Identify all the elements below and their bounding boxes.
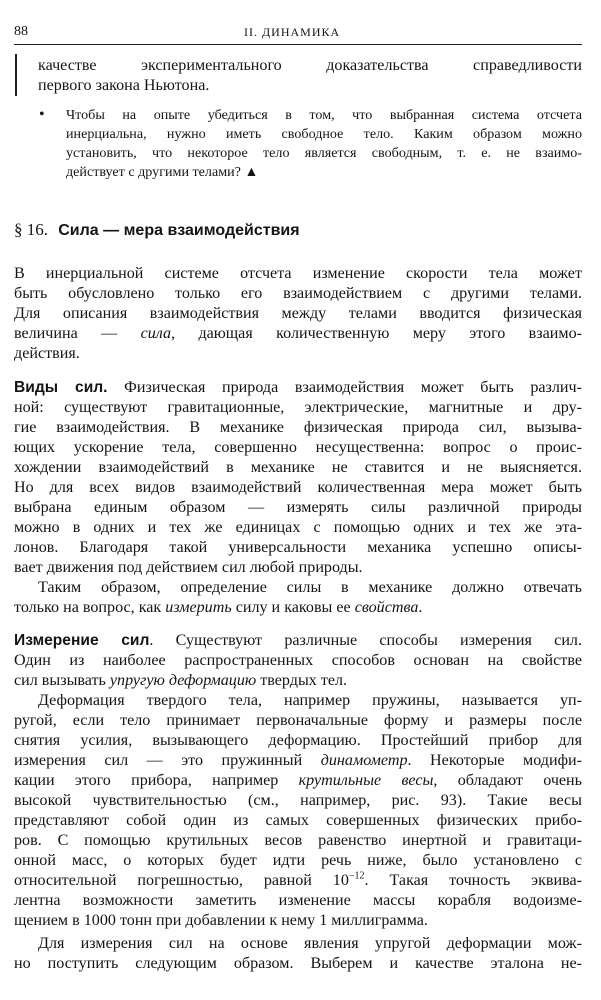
para-line: быть обусловлено только его взаимодействием с другими телами. [14, 285, 582, 302]
para-line: В инерциальной системе отсчета изменение скорости тела может [14, 265, 582, 282]
section-title: Сила — мера взаимодействия [58, 222, 300, 239]
para-line: можно в одних и тех же единицах с помощью одних и тех же эта- [14, 519, 582, 536]
para-line: вает движения под действием сил любой природы. [14, 559, 363, 576]
question-line: инерциальна, нужно иметь свободное тело. Каким образом можно [66, 126, 582, 142]
para-line: Один из наиболее распространенных способов основан на свойстве [14, 652, 582, 669]
bullet-icon: • [39, 106, 45, 123]
para-line: представляют собой один из самых совершенных физических прибо- [14, 812, 582, 829]
para-line: ной: существуют гравитационные, электрические, магнитные и дру- [14, 399, 582, 416]
para-line: онной масс, о которых будет идти речь ниже, было установлено с [14, 852, 582, 869]
para-line: но поступить следующим образом. Выберем и качестве эталона не- [14, 955, 582, 972]
para-line: измерения сил — это пружинный динамометр. Некоторые модифи- [14, 752, 583, 769]
para-line: ющих ускорение тела, совершенно несущественна: вопрос о проис- [14, 439, 582, 456]
para-line: Измерение сил. Существуют различные способы измерения сил. [14, 632, 582, 649]
para-line: Таким образом, определение силы в механике должно отвечать [38, 579, 582, 596]
intro-line: первого закона Ньютона. [38, 77, 210, 94]
question-line: Чтобы на опыте убедиться в том, что выбранная система отсчета [66, 107, 582, 123]
header-rule [14, 44, 582, 45]
para-line: лонов. Благодаря такой универсальности механика успешно описы- [14, 539, 582, 556]
para-line: сил вызывать упругую деформацию твердых тел. [14, 672, 348, 689]
run-in-heading: Виды сил. [14, 379, 108, 396]
para-line: хождении взаимодействий в механике не ставится и не выясняется. [14, 459, 582, 476]
para-line: Виды сил. Физическая природа взаимодействия может быть различ- [14, 379, 582, 396]
para-line: только на вопрос, как измерить силу и каковы ее свойства. [14, 599, 423, 616]
para-line: снятия усилия, вызывающего деформацию. Простейший прибор для [14, 732, 582, 749]
intro-line: качестве экспериментального доказательства справедливости [38, 57, 582, 74]
para-line: выбрана единым образом — измерять силы различной природы [14, 499, 582, 516]
para-line: относительной погрешностью, равной $10^{-12}$. Такая точность эквива- [14, 870, 582, 889]
para-line: ров. С помощью крутильных весов равенство инертной и гравитаци- [14, 832, 582, 849]
section-number: § 16. [14, 220, 48, 239]
para-line: лентна возможности заметить изменение массы корабля водоизме- [14, 892, 582, 909]
para-line: гие взаимодействия. В механике физическая природа сил, вызыва- [14, 419, 582, 436]
running-head: II. ДИНАМИКА [244, 25, 341, 39]
para-line: величина — сила, дающая количественную меру этого взаимо- [14, 325, 582, 342]
run-in-heading: Измерение сил [14, 632, 150, 649]
para-line: Для описания взаимодействия между телами вводится физическая [14, 305, 582, 322]
question-line: установить, что некоторое тело является свободным, т. е. не взаимо- [66, 145, 582, 161]
section-heading [14, 220, 300, 240]
para-line: Но для всех видов взаимодействий количественная мера может быть [14, 479, 582, 496]
para-line: действия. [14, 345, 80, 362]
para-line: ругой, если тело принимает первоначальные форму и размеры после [14, 712, 582, 729]
para-line: высокой чувствительностью (см., например, рис. 93). Такие весы [14, 792, 582, 809]
side-bar [15, 54, 17, 96]
page-number: 88 [14, 24, 28, 39]
para-line: Деформация твердого тела, например пружины, называется уп- [38, 692, 582, 709]
para-line: Для измерения сил на основе явления упругой деформации мож- [38, 935, 582, 952]
question-line: действует с другими телами? ▲ [66, 164, 259, 180]
para-line: щением в 1000 тонн при добавлении к нему 1 миллиграмма. [14, 912, 428, 929]
term-sila: сила [140, 325, 172, 342]
para-line: кации этого прибора, например крутильные весы, обладают очень [14, 772, 583, 789]
